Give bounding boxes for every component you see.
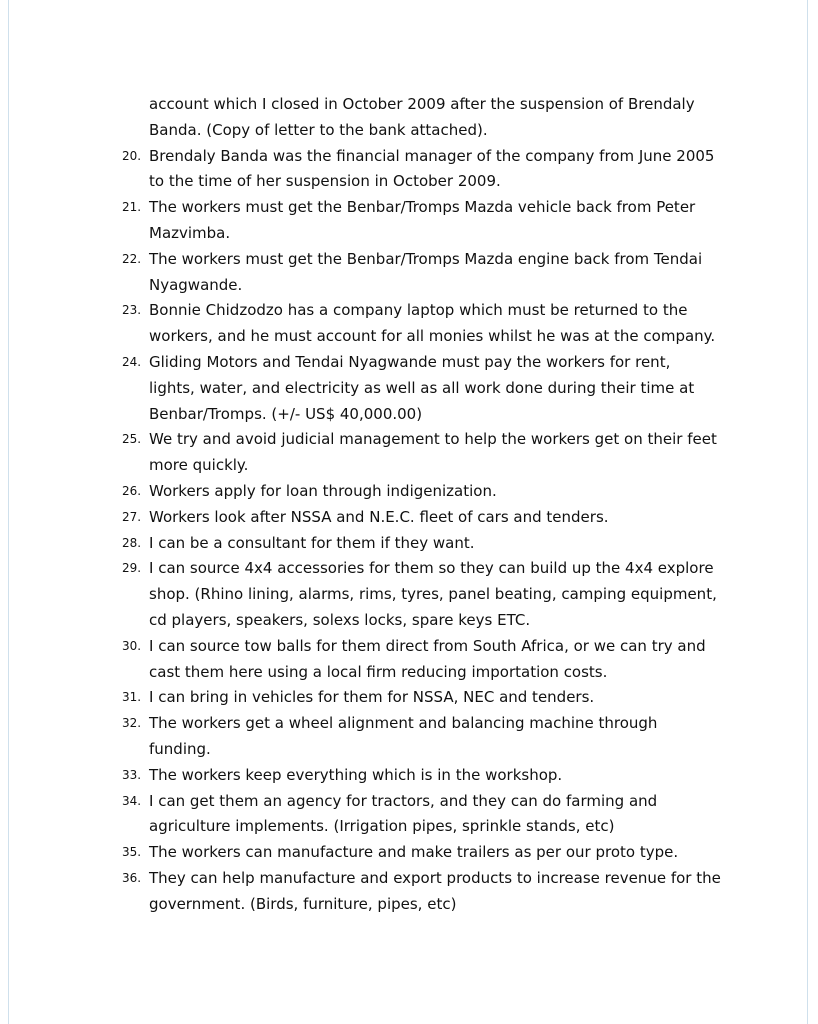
list-item-continuation (122, 324, 722, 350)
list-item (122, 711, 722, 737)
item-text: I can get them an agency for tractors, and they can do farming and (149, 791, 658, 810)
item-text: The workers get a wheel alignment and balancing machine through (149, 714, 658, 733)
item-text: The workers can manufacture and make trailers as per our proto type. (149, 843, 679, 862)
list-item (122, 195, 722, 221)
item-text: Mazvimba. (149, 223, 231, 242)
item-text: Workers look after NSSA and N.E.C. fleet of cars and tenders. (149, 507, 609, 526)
list-item-continuation (122, 608, 722, 634)
list-item-continuation (122, 892, 722, 918)
item-number: 30. (122, 638, 142, 653)
list-item (122, 789, 722, 815)
item-text: workers, and he must account for all monies whilst he was at the company. (149, 327, 716, 346)
list-item (122, 840, 722, 866)
list-item-continuation (122, 92, 722, 118)
list-item-continuation (122, 814, 722, 840)
item-text: shop. (Rhino lining, alarms, rims, tyres, panel beating, camping equipment, (149, 585, 717, 604)
list-item (122, 350, 722, 376)
item-text: cd players, speakers, solexs locks, spare keys ETC. (149, 610, 531, 629)
item-text: lights, water, and electricity as well as all work done during their time at (149, 378, 695, 397)
item-text: We try and avoid judicial management to help the workers get on their feet (149, 430, 717, 449)
list-item (122, 144, 722, 170)
list-item (122, 505, 722, 531)
item-text: Banda. (Copy of letter to the bank attached). (149, 120, 488, 139)
item-text: more quickly. (149, 456, 249, 475)
document-page (8, 0, 808, 1024)
item-number: 32. (122, 716, 142, 731)
item-number: 21. (122, 200, 142, 215)
item-number: 27. (122, 509, 142, 524)
list-item (122, 479, 722, 505)
list-item (122, 763, 722, 789)
item-text: government. (Birds, furniture, pipes, etc) (149, 894, 457, 913)
item-text: Workers apply for loan through indigenization. (149, 481, 497, 500)
list-item (122, 556, 722, 582)
item-number: 34. (122, 793, 142, 808)
item-text: Benbar/Tromps. (+/- US$ 40,000.00) (149, 404, 423, 423)
list-item (122, 247, 722, 273)
item-number: 29. (122, 561, 142, 576)
list-item (122, 427, 722, 453)
item-text: cast them here using a local firm reducing importation costs. (149, 662, 608, 681)
list-item (122, 634, 722, 660)
item-text: I can source tow balls for them direct from South Africa, or we can try and (149, 636, 706, 655)
list-item-continuation (122, 169, 722, 195)
list-item (122, 866, 722, 892)
item-text: I can be a consultant for them if they want. (149, 533, 475, 552)
item-text: account which I closed in October 2009 after the suspension of Brendaly (149, 95, 695, 113)
item-text: The workers must get the Benbar/Tromps Mazda engine back from Tendai (149, 249, 703, 268)
item-text: Brendaly Banda was the financial manager of the company from June 2005 (149, 146, 715, 165)
item-number: 31. (122, 690, 142, 705)
item-number: 35. (122, 845, 142, 860)
item-text: I can source 4x4 accessories for them so they can build up the 4x4 explore (149, 559, 714, 578)
item-number: 28. (122, 535, 142, 550)
list-item-continuation (122, 737, 722, 763)
item-number: 36. (122, 870, 142, 885)
item-text: funding. (149, 739, 211, 758)
item-number: 25. (122, 432, 142, 447)
item-number: 22. (122, 251, 142, 266)
item-number: 33. (122, 767, 142, 782)
item-number: 23. (122, 303, 142, 318)
item-text: Nyagwande. (149, 275, 243, 294)
list-item-continuation (122, 660, 722, 686)
item-text: agriculture implements. (Irrigation pipes, sprinkle stands, etc) (149, 817, 615, 836)
list-item (122, 685, 722, 711)
item-number: 20. (122, 148, 142, 163)
list-item (122, 531, 722, 557)
list-item-continuation (122, 273, 722, 299)
item-text: The workers keep everything which is in the workshop. (149, 765, 563, 784)
item-text: I can bring in vehicles for them for NSSA, NEC and tenders. (149, 688, 595, 707)
item-text: Gliding Motors and Tendai Nyagwande must pay the workers for rent, (149, 352, 671, 371)
list-item (122, 298, 722, 324)
list-item-continuation (122, 376, 722, 402)
item-text: Bonnie Chidzodzo has a company laptop which must be returned to the (149, 301, 688, 320)
list-item-continuation (122, 582, 722, 608)
list-item-continuation (122, 221, 722, 247)
item-text: The workers must get the Benbar/Tromps Mazda vehicle back from Peter (149, 198, 696, 217)
numbered-list (122, 92, 722, 918)
item-number: 26. (122, 483, 142, 498)
list-item-continuation (122, 402, 722, 428)
item-number: 24. (122, 354, 142, 369)
item-text: to the time of her suspension in October 2009. (149, 172, 501, 191)
list-item-continuation (122, 118, 722, 144)
list-item-continuation (122, 453, 722, 479)
item-text: They can help manufacture and export products to increase revenue for the (149, 868, 721, 887)
